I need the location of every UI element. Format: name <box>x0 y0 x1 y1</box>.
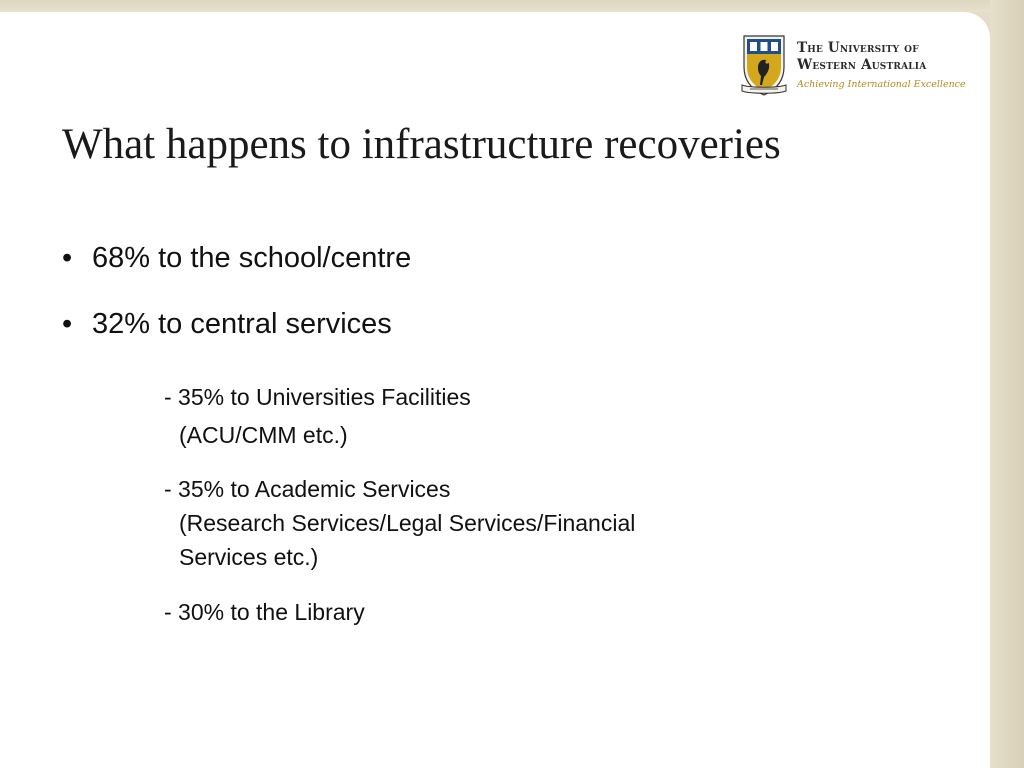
bullet-item <box>62 302 411 368</box>
sub-item-academic-services <box>164 472 635 574</box>
bullet-symbol: • <box>62 308 73 340</box>
frame-top <box>0 0 1024 12</box>
bullet-list <box>62 236 411 368</box>
bullet-text: 32% to central services <box>92 308 392 340</box>
university-crest-icon <box>740 33 788 97</box>
bullet-symbol: • <box>62 242 73 274</box>
university-name <box>797 40 926 74</box>
sub-item-line: (ACU/CMM etc.) <box>179 422 348 448</box>
bullet-text: 68% to the school/centre <box>92 242 412 274</box>
sub-item-library <box>164 595 365 629</box>
sub-item-line: - 35% to Universities Facilities <box>164 384 471 410</box>
university-tagline: Achieving International Excellence <box>797 79 966 90</box>
bullet-item <box>62 236 411 302</box>
sub-item-line: Services etc.) <box>179 544 319 570</box>
university-name-line2: Western Australia <box>797 57 927 73</box>
university-logo <box>740 33 966 97</box>
university-name-line1: The University of <box>797 40 919 56</box>
sub-item-line: - 30% to the Library <box>164 599 365 625</box>
frame-right <box>990 0 1024 768</box>
sub-item-line: - 35% to Academic Services <box>164 476 451 502</box>
sub-item-line: (Research Services/Legal Services/Financial <box>179 510 636 536</box>
sub-item-facilities <box>164 380 471 452</box>
slide-title: What happens to infrastructure recoveries <box>62 121 781 168</box>
